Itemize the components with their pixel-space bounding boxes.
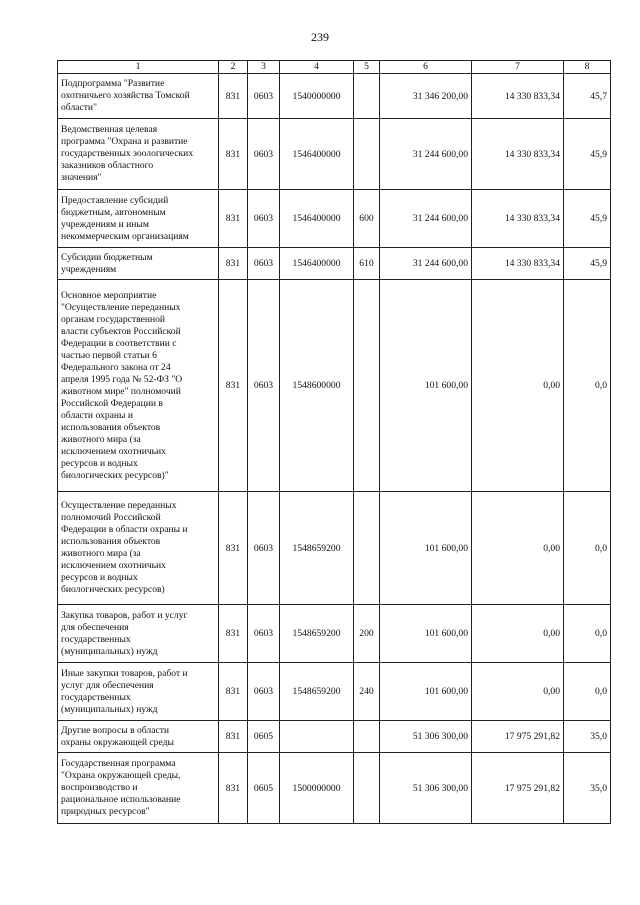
row-name-cell: Осуществление переданных полномочий Российской Федерации в области охраны и использования объектов животного мира (за исключением охотничьих ресурсов и водных биологических ресурсов) [58,492,219,605]
column-header: 2 [219,61,248,74]
row-name-cell: Основное мероприятие "Осуществление переданных органам государственной власти субъектов Российской Федерации в соответствии с частью первой статьи 6 Федерального закона от 24 апреля 1995 года № 52-ФЗ "О животном мире" полномочий Российской Федерации в области охраны и использования объектов животного мира (за исключением охотничьих ресурсов и водных биологических ресурсов)" [58,280,219,492]
plan-amount-cell: 51 306 300,00 [380,753,472,824]
section-code-cell: 0603 [248,663,280,721]
table-row [58,492,611,605]
budget-table [57,60,611,824]
target-code-cell: 1546400000 [280,248,354,280]
actual-amount-cell: 0,00 [472,492,564,605]
expense-type-cell: 610 [354,248,380,280]
row-name-cell: Подпрограмма "Развитие охотничьего хозяйства Томской области" [58,74,219,119]
percent-cell: 0,0 [564,280,611,492]
row-name-cell: Иные закупки товаров, работ и услуг для обеспечения государственных (муниципальных) нужд [58,663,219,721]
target-code-cell: 1548600000 [280,280,354,492]
plan-amount-cell: 101 600,00 [380,663,472,721]
column-header: 3 [248,61,280,74]
percent-cell: 0,0 [564,663,611,721]
percent-cell: 45,7 [564,74,611,119]
target-code-cell [280,721,354,753]
actual-amount-cell: 0,00 [472,663,564,721]
column-header: 7 [472,61,564,74]
row-name-cell: Другие вопросы в области охраны окружающей среды [58,721,219,753]
admin-code-cell: 831 [219,190,248,248]
admin-code-cell: 831 [219,248,248,280]
admin-code-cell: 831 [219,721,248,753]
plan-amount-cell: 31 244 600,00 [380,248,472,280]
plan-amount-cell: 51 306 300,00 [380,721,472,753]
table-row [58,119,611,190]
expense-type-cell [354,119,380,190]
section-code-cell: 0605 [248,721,280,753]
plan-amount-cell: 101 600,00 [380,280,472,492]
plan-amount-cell: 101 600,00 [380,492,472,605]
table-row [58,721,611,753]
admin-code-cell: 831 [219,74,248,119]
plan-amount-cell: 31 244 600,00 [380,190,472,248]
plan-amount-cell: 101 600,00 [380,605,472,663]
target-code-cell: 1548659200 [280,663,354,721]
table-row [58,74,611,119]
actual-amount-cell: 17 975 291,82 [472,721,564,753]
section-code-cell: 0603 [248,280,280,492]
target-code-cell: 1548659200 [280,492,354,605]
percent-cell: 35,0 [564,721,611,753]
column-header: 8 [564,61,611,74]
column-header: 5 [354,61,380,74]
percent-cell: 35,0 [564,753,611,824]
expense-type-cell [354,721,380,753]
section-code-cell: 0603 [248,119,280,190]
section-code-cell: 0603 [248,492,280,605]
section-code-cell: 0603 [248,248,280,280]
percent-cell: 0,0 [564,605,611,663]
table-row [58,280,611,492]
row-name-cell: Закупка товаров, работ и услуг для обеспечения государственных (муниципальных) нужд [58,605,219,663]
row-name-cell: Государственная программа "Охрана окружающей среды, воспроизводство и рациональное использование природных ресурсов" [58,753,219,824]
target-code-cell: 1546400000 [280,119,354,190]
expense-type-cell [354,492,380,605]
expense-type-cell: 240 [354,663,380,721]
actual-amount-cell: 14 330 833,34 [472,119,564,190]
admin-code-cell: 831 [219,605,248,663]
actual-amount-cell: 14 330 833,34 [472,248,564,280]
percent-cell: 0,0 [564,492,611,605]
target-code-cell: 1546400000 [280,190,354,248]
section-code-cell: 0603 [248,190,280,248]
expense-type-cell [354,753,380,824]
row-name-cell: Предоставление субсидий бюджетным, автономным учреждениям и иным некоммерческим организациям [58,190,219,248]
admin-code-cell: 831 [219,753,248,824]
section-code-cell: 0605 [248,753,280,824]
column-header: 4 [280,61,354,74]
percent-cell: 45,9 [564,248,611,280]
expense-type-cell: 600 [354,190,380,248]
row-name-cell: Субсидии бюджетным учреждениям [58,248,219,280]
percent-cell: 45,9 [564,119,611,190]
actual-amount-cell: 0,00 [472,280,564,492]
actual-amount-cell: 14 330 833,34 [472,190,564,248]
header-row [58,61,611,74]
target-code-cell: 1540000000 [280,74,354,119]
expense-type-cell [354,280,380,492]
table-row [58,190,611,248]
target-code-cell: 1500000000 [280,753,354,824]
admin-code-cell: 831 [219,492,248,605]
plan-amount-cell: 31 244 600,00 [380,119,472,190]
plan-amount-cell: 31 346 200,00 [380,74,472,119]
admin-code-cell: 831 [219,280,248,492]
actual-amount-cell: 0,00 [472,605,564,663]
table-row [58,248,611,280]
column-header: 1 [58,61,219,74]
expense-type-cell [354,74,380,119]
page-number: 239 [311,30,329,44]
column-header: 6 [380,61,472,74]
section-code-cell: 0603 [248,74,280,119]
target-code-cell: 1548659200 [280,605,354,663]
admin-code-cell: 831 [219,663,248,721]
section-code-cell: 0603 [248,605,280,663]
table-row [58,753,611,824]
row-name-cell: Ведомственная целевая программа "Охрана и развитие государственных зоологических заказников областного значения" [58,119,219,190]
expense-type-cell: 200 [354,605,380,663]
table-row [58,605,611,663]
actual-amount-cell: 17 975 291,82 [472,753,564,824]
table-row [58,663,611,721]
actual-amount-cell: 14 330 833,34 [472,74,564,119]
admin-code-cell: 831 [219,119,248,190]
percent-cell: 45,9 [564,190,611,248]
